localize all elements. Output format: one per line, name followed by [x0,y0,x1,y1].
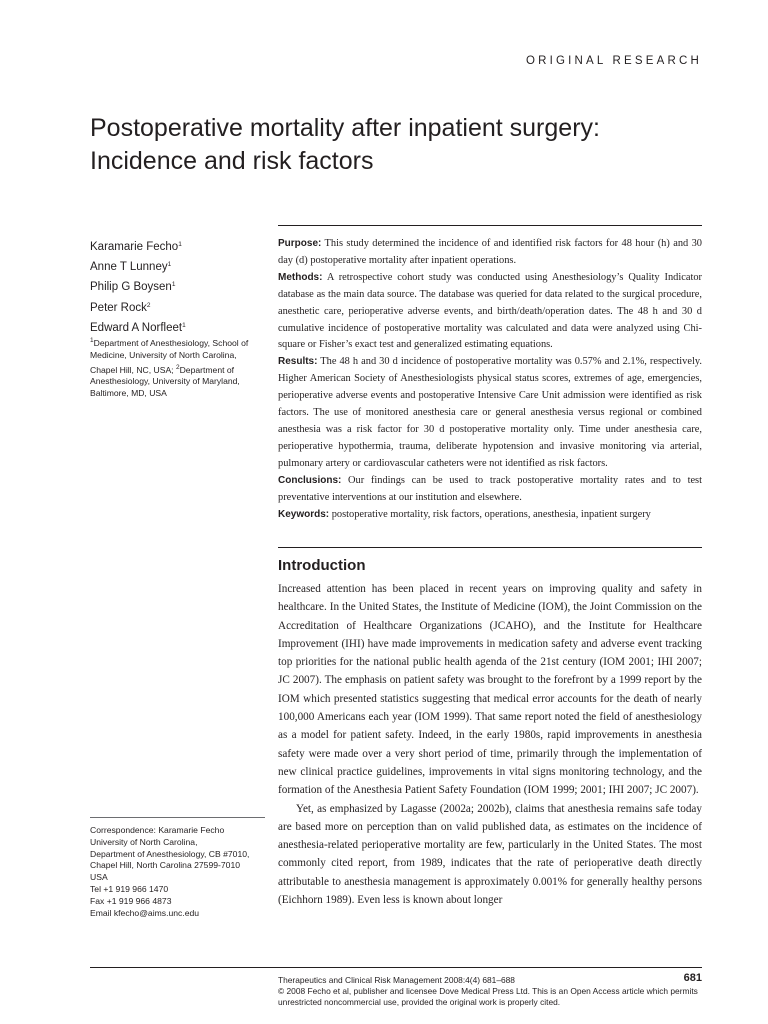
correspondence-email: Email kfecho@aims.unc.edu [90,907,200,918]
author-list [90,236,186,337]
author-item: Philip G Boysen$^1$ [90,281,176,294]
footer-rule [90,967,702,968]
affiliations: $^1$Department of Anesthesiology, School of Medicine, University of North Carolina, Chapel Hill, NC, USA; $^2$Department of Anesthesiology, University of Maryland, Baltimore, MD, USA [90,337,249,399]
article-title [90,112,710,178]
correspondence-rule [90,817,265,818]
correspondence: Correspondence: Karamarie Fecho University of North Carolina, Department of Anesthesiology, CB #7010, Chapel Hill, North Carolina 27599-7010 USA Tel +1 919 966 1470 Fax +1 919 966 4873 Email kfecho@aims.unc.edu [90,825,270,919]
author-item: Karamarie Fecho$^1$ [90,241,182,253]
author-item: Anne T Lunney$^1$ [90,261,172,274]
title-line-1: Postoperative mortality after inpatient surgery: [90,114,600,142]
footer [278,975,702,1009]
abstract-methods: Methods: A retrospective cohort study was conducted using Anesthesiology’s Quality Indicator database as the main data source. The database was queried for data related to the surgical procedure, anesthetic care, perioperative adverse events, and birth/death/operation dates. The 48 h and 30 d cumulative incidence of postoperative mortality was calculated and data were analyzed using Chi-square or Fisher’s exact test and generalized estimating equations. [278,271,702,351]
title-line-2: Incidence and risk factors [90,147,374,175]
author-item: Peter Rock$^2$ [90,301,151,314]
abstract [278,236,702,523]
paragraph: Yet, as emphasized by Lagasse (2002a; 2002b), claims that anesthesia remains safe today are based more on perception than on valid published data, as estimates on the incidence of anesthesia-related perioperative mortality are few, particularly in the United States. The most commonly cited report, from 1989, indicates that the rate of perioperative death directly attributable to anesthesia management is approximately 0.001% for generally healthy persons (Eichhorn 1989). Even less is known about longer [278,802,702,907]
author-item: Edward A Norfleet$^1$ [90,321,186,334]
abstract-top-rule [278,225,702,226]
page-number: 681 [683,972,702,984]
paragraph: Increased attention has been placed in recent years on improving quality and safety in healthcare. In the United States, the Institute of Medicine (IOM), the Joint Commission on the Accreditation of Healthcare Organizations (JCAHO), and the Institute for Healthcare Improvement (IHI) have made improvements in medication safety and adverse event tracking top priorities for the national public health agenda of the 21st century (IOM 2001; IHI 2007; JC 2007). The emphasis on patient safety was brought to the forefront by a 1999 report by the IOM which presented statistics suggesting that medical error accounts for the death of nearly 100,000 Americans each year (IOM 1999). That same report noted the field of anesthesiology as a model for patient safety. Indeed, in the early 1980s, rapid improvements in anesthesia safety were made over a very short period of time, primarily through the implementation of new clinical practice guidelines, improvements in vital signs monitoring technology, and the formation of the Anesthesia Patient Safety Foundation (IOM 1999; 2001; IHI 2007; JC 2007). [278,583,702,797]
journal-citation: Therapeutics and Clinical Risk Management 2008:4(4) 681–688 [278,975,515,985]
abstract-results: Results: The 48 h and 30 d incidence of postoperative mortality was 0.57% and 2.1%, respectively. Higher American Society of Anesthesiologists physical status scores, extremes of age, emergencies, perioperative adverse events and postoperative Intensive Care Unit admission were identified as risk factors. The use of monitored anesthesia care or general anesthesia versus regional or combined anesthesia was a risk factor for 30 d postoperative mortality only. Time under anesthesia care, perioperative hypothermia, trauma, deliberate hypotension and invasive monitoring via arterial, pulmonary artery or cardiovascular catheters were not identified as risk factors. [278,356,702,469]
intro-top-rule [278,547,702,548]
abstract-conclusions: Conclusions: Our findings can be used to track postoperative mortality rates and to test preventative interventions at our institution and elsewhere. [278,474,702,503]
section-heading: Introduction [278,557,366,574]
introduction-body [278,580,702,909]
section-label: ORIGINAL RESEARCH [525,55,702,67]
abstract-keywords: Keywords: postoperative mortality, risk factors, operations, anesthesia, inpatient surgery [278,508,651,520]
abstract-purpose: Purpose: This study determined the incidence of and identified risk factors for 48 hour (h) and 30 day (d) postoperative mortality after inpatient operations. [278,238,702,266]
copyright-notice: © 2008 Fecho et al, publisher and licensee Dove Medical Press Ltd. This is an Open Access article which permits unrestricted noncommercial use, provided the original work is properly cited. [278,986,698,1008]
